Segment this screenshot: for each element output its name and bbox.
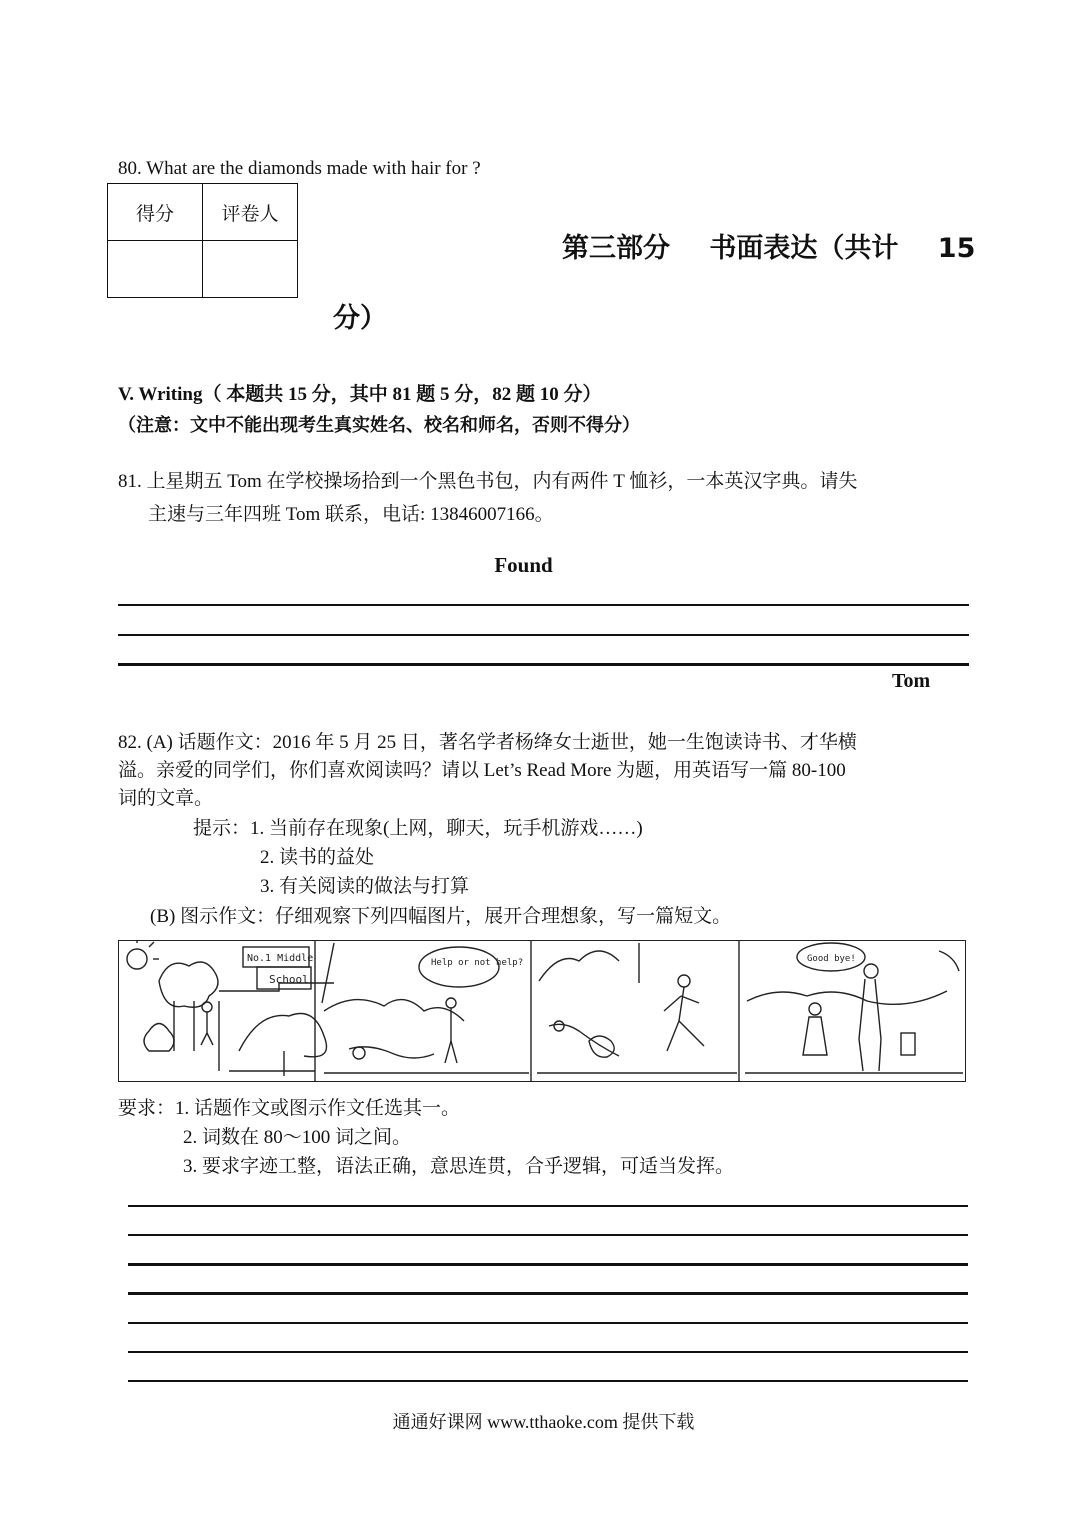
comic-panel-2 (322, 943, 529, 1073)
answer-line[interactable] (118, 634, 969, 636)
comic-panel-4 (745, 943, 963, 1073)
notice-signature: Tom (892, 670, 931, 692)
requirement-2: 2. 词数在 80～100 词之间。 (183, 1127, 412, 1148)
hint-3: 3. 有关阅读的做法与打算 (260, 876, 470, 897)
bubble-4-text: Good bye! (807, 954, 856, 964)
writing-line[interactable] (128, 1205, 968, 1207)
writing-line[interactable] (128, 1234, 968, 1236)
comic-panel-1 (127, 940, 334, 1076)
sign-bottom-text: School (269, 973, 309, 986)
answer-line[interactable] (118, 604, 969, 606)
grader-label: 评卷人 (203, 184, 298, 241)
question-81-line1: 81. 上星期五 Tom 在学校操场拾到一个黑色书包，内有两件 T 恤衫，一本英汉字典。请失 (118, 471, 858, 492)
question-82-line1: 82. (A) 话题作文：2016 年 5 月 25 日，著名学者杨绛女士逝世，她一生饱读诗书、才华横 (118, 732, 857, 753)
requirement-3: 3. 要求字迹工整，语法正确，意思连贯，合乎逻辑，可适当发挥。 (183, 1156, 735, 1177)
sign-top-text: No.1 Middle (247, 953, 314, 964)
grader-cell[interactable] (203, 241, 298, 298)
bubble-2-text: Help or not help? (431, 958, 524, 968)
score-cell[interactable] (108, 241, 203, 298)
writing-line[interactable] (128, 1263, 968, 1266)
hint-1: 提示：1. 当前存在现象(上网，聊天，玩手机游戏……) (193, 818, 643, 839)
picture-task: (B) 图示作文：仔细观察下列四幅图片，展开合理想象，写一篇短文。 (150, 906, 732, 927)
part3-title: 第三部分 书面表达（共计 15 (562, 233, 976, 264)
writing-line[interactable] (128, 1292, 968, 1295)
hint-2: 2. 读书的益处 (260, 847, 375, 868)
question-82-line3: 词的文章。 (118, 788, 214, 809)
question-82-line2: 溢。亲爱的同学们，你们喜欢阅读吗？请以 Let’s Read More 为题，用英语写一篇 80-100 (118, 760, 846, 781)
writing-line[interactable] (128, 1322, 968, 1324)
writing-line[interactable] (128, 1351, 968, 1353)
writing-line[interactable] (128, 1380, 968, 1382)
comic-panel-3 (537, 943, 737, 1073)
question-80: 80. What are the diamonds made with hair for ? (118, 158, 481, 179)
section-heading: V. Writing（ 本题共 15 分，其中 81 题 5 分，82 题 10 分） (118, 384, 602, 405)
score-table (107, 183, 298, 298)
question-81-line2: 主速与三年四班 Tom 联系，电话: 13846007166。 (148, 504, 554, 525)
requirement-1: 要求：1. 话题作文或图示作文任选其一。 (118, 1098, 461, 1119)
page-footer: 通通好课网 www.tthaoke.com 提供下载 (392, 1412, 695, 1432)
comic-strip (118, 940, 966, 1082)
part3-title-cont: 分） (333, 303, 387, 334)
notice-title: Found (494, 553, 553, 577)
section-note: （注意：文中不能出现考生真实姓名、校名和师名，否则不得分） (118, 415, 640, 436)
answer-line[interactable] (118, 663, 969, 666)
score-label: 得分 (108, 184, 203, 241)
